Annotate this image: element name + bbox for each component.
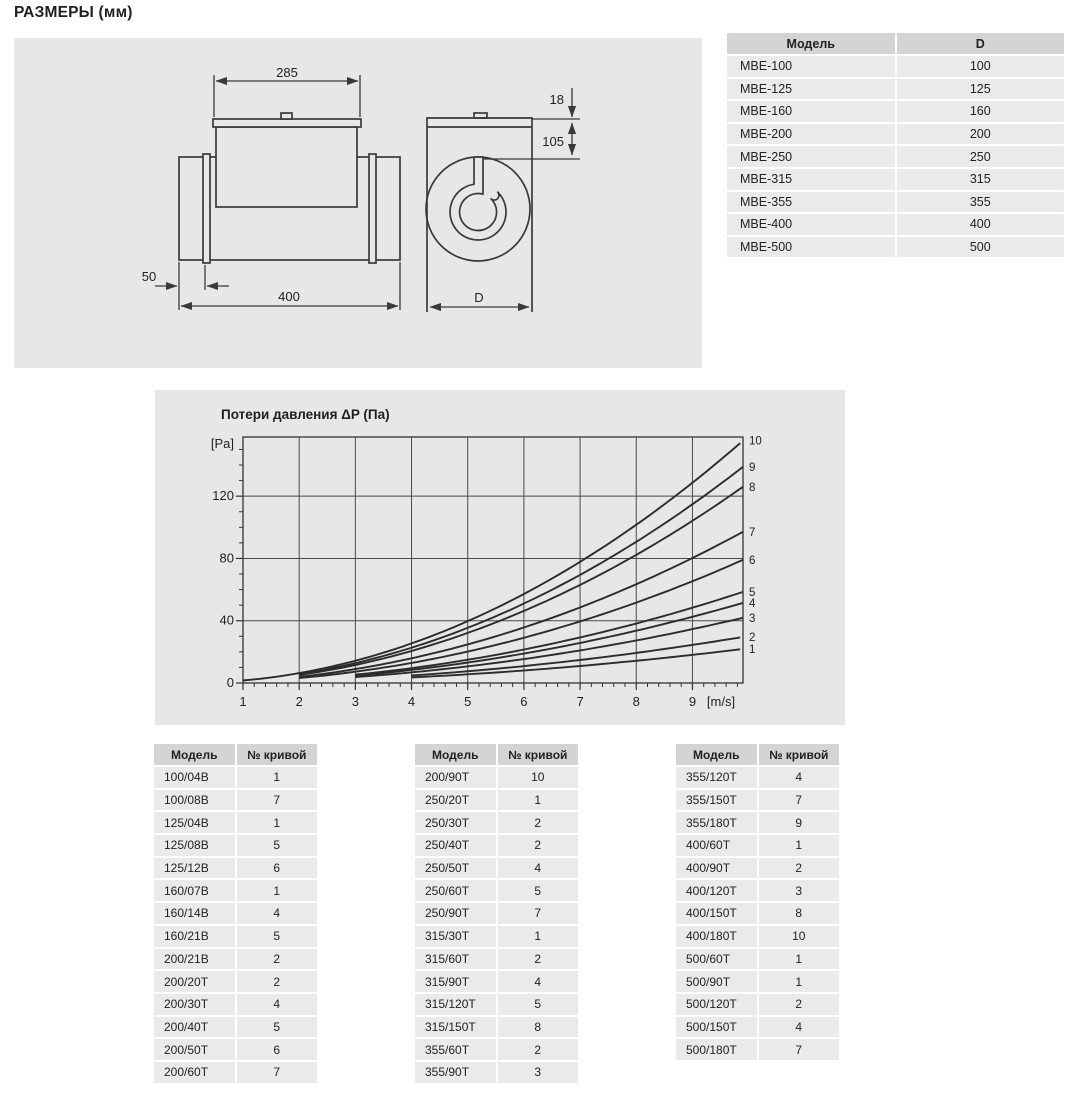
curve-number-label: 10 — [749, 435, 762, 448]
dim-label-400: 400 — [278, 289, 300, 304]
value-cell: 1 — [759, 835, 840, 856]
value-cell: 1 — [498, 926, 579, 947]
value-cell: 4 — [498, 971, 579, 992]
curve-table-2 — [413, 742, 580, 1085]
value-cell: 10 — [759, 926, 840, 947]
curve-number-label: 5 — [749, 586, 756, 599]
model-cell: 315/150Т — [415, 1017, 496, 1038]
table-row — [415, 903, 578, 924]
table-row — [676, 835, 839, 856]
table-row — [154, 835, 317, 856]
model-cell: 160/21В — [154, 926, 235, 947]
table-row — [154, 1039, 317, 1060]
model-cell: 200/60Т — [154, 1062, 235, 1083]
pressure-curve-10 — [243, 443, 740, 680]
model-cell: 315/120Т — [415, 994, 496, 1015]
curve-number-label: 9 — [749, 461, 756, 474]
value-cell: 2 — [498, 835, 579, 856]
value-cell: 6 — [237, 858, 318, 879]
model-cell: 125/04В — [154, 812, 235, 833]
table-row — [415, 971, 578, 992]
x-tick-label: 5 — [464, 694, 472, 709]
table-row — [727, 146, 1064, 167]
table-row — [727, 79, 1064, 100]
model-cell: 315/30Т — [415, 926, 496, 947]
table-row — [676, 903, 839, 924]
x-tick-label: 3 — [351, 694, 359, 709]
value-cell: 4 — [237, 994, 318, 1015]
model-cell: МВЕ-500 — [727, 237, 895, 258]
model-cell: 355/90Т — [415, 1062, 496, 1083]
value-cell: 2 — [498, 1039, 579, 1060]
table-row — [676, 971, 839, 992]
table-row — [676, 858, 839, 879]
value-cell: 5 — [498, 880, 579, 901]
y-tick-label: 40 — [219, 612, 234, 628]
table-row — [727, 101, 1064, 122]
value-cell: 2 — [759, 994, 840, 1015]
value-cell: 250 — [897, 146, 1065, 167]
model-cell: МВЕ-160 — [727, 101, 895, 122]
table-row — [154, 971, 317, 992]
column-header: № кривой — [237, 744, 318, 765]
value-cell: 7 — [237, 1062, 318, 1083]
model-cell: 355/180Т — [676, 812, 757, 833]
model-cell: 400/90Т — [676, 858, 757, 879]
heating-element — [450, 157, 506, 240]
table-row — [676, 949, 839, 970]
curve-table-3 — [674, 742, 841, 1062]
table-row — [415, 994, 578, 1015]
model-cell: 400/150Т — [676, 903, 757, 924]
value-cell: 355 — [897, 192, 1065, 213]
curve-number-label: 3 — [749, 612, 756, 625]
terminal-box-lid — [213, 119, 361, 127]
dim-label-D: D — [474, 290, 484, 305]
value-cell: 2 — [498, 949, 579, 970]
front-body-outline — [427, 118, 532, 312]
model-cell: 160/14В — [154, 903, 235, 924]
table-row — [727, 214, 1064, 235]
value-cell: 4 — [759, 767, 840, 788]
pressure-curve-9 — [299, 467, 743, 674]
table-row — [415, 880, 578, 901]
model-cell: 250/50Т — [415, 858, 496, 879]
value-cell: 400 — [897, 214, 1065, 235]
table-row — [154, 767, 317, 788]
table-row — [154, 790, 317, 811]
table-row — [415, 812, 578, 833]
value-cell: 1 — [237, 767, 318, 788]
model-cell: 200/90Т — [415, 767, 496, 788]
table-row — [415, 835, 578, 856]
dimensions-table — [725, 31, 1066, 259]
model-cell: МВЕ-315 — [727, 169, 895, 190]
flange-right — [369, 154, 376, 263]
pressure-loss-chart — [155, 390, 845, 725]
table-row — [727, 56, 1064, 77]
value-cell: 7 — [237, 790, 318, 811]
terminal-box — [216, 127, 357, 207]
dim-label-285: 285 — [276, 65, 298, 80]
value-cell: 1 — [759, 971, 840, 992]
table-row — [676, 1017, 839, 1038]
value-cell: 1 — [498, 790, 579, 811]
x-tick-label: 8 — [632, 694, 640, 709]
model-cell: 500/120Т — [676, 994, 757, 1015]
table-row — [676, 1039, 839, 1060]
table-row — [727, 237, 1064, 258]
value-cell: 8 — [498, 1017, 579, 1038]
column-header: D — [897, 33, 1065, 54]
pressure-loss-chart-panel — [155, 390, 845, 725]
value-cell: 4 — [759, 1017, 840, 1038]
model-cell: 500/180Т — [676, 1039, 757, 1060]
value-cell: 5 — [498, 994, 579, 1015]
value-cell: 2 — [237, 971, 318, 992]
table-row — [676, 926, 839, 947]
y-tick-label: 0 — [226, 675, 234, 690]
value-cell: 2 — [498, 812, 579, 833]
value-cell: 3 — [498, 1062, 579, 1083]
dim-label-18: 18 — [549, 92, 564, 107]
cable-gland — [281, 113, 292, 119]
value-cell: 1 — [237, 880, 318, 901]
table-row — [415, 926, 578, 947]
chart-title: Потери давления ΔP (Па) — [221, 407, 390, 422]
value-cell: 315 — [897, 169, 1065, 190]
model-cell: 125/08В — [154, 835, 235, 856]
dimensions-drawing-panel — [14, 38, 702, 368]
pressure-curve-4 — [355, 603, 743, 676]
value-cell: 2 — [759, 858, 840, 879]
model-cell: 355/150Т — [676, 790, 757, 811]
table-row — [727, 169, 1064, 190]
model-cell: 500/90Т — [676, 971, 757, 992]
model-cell: 355/60Т — [415, 1039, 496, 1060]
table-row — [676, 767, 839, 788]
value-cell: 1 — [759, 949, 840, 970]
model-cell: МВЕ-125 — [727, 79, 895, 100]
value-cell: 160 — [897, 101, 1065, 122]
model-cell: 100/08В — [154, 790, 235, 811]
value-cell: 5 — [237, 926, 318, 947]
x-tick-label: 6 — [520, 694, 528, 709]
column-header: № кривой — [759, 744, 840, 765]
model-cell: 250/20Т — [415, 790, 496, 811]
column-header: Модель — [154, 744, 235, 765]
value-cell: 500 — [897, 237, 1065, 258]
value-cell: 8 — [759, 903, 840, 924]
value-cell: 9 — [759, 812, 840, 833]
curve-table-1 — [152, 742, 319, 1085]
value-cell: 5 — [237, 1017, 318, 1038]
model-cell: 200/50Т — [154, 1039, 235, 1060]
table-row — [154, 903, 317, 924]
model-cell: МВЕ-200 — [727, 124, 895, 145]
model-cell: МВЕ-250 — [727, 146, 895, 167]
table-header-row — [154, 744, 317, 765]
y-tick-label: 120 — [212, 488, 234, 504]
column-header: Модель — [676, 744, 757, 765]
curve-number-label: 4 — [749, 597, 756, 610]
value-cell: 7 — [759, 1039, 840, 1060]
column-header: № кривой — [498, 744, 579, 765]
dim-label-105: 105 — [542, 134, 564, 149]
model-cell: 200/40Т — [154, 1017, 235, 1038]
x-tick-label: 2 — [295, 694, 303, 709]
table-row — [415, 949, 578, 970]
table-row — [415, 790, 578, 811]
table-row — [154, 926, 317, 947]
model-cell: 400/180Т — [676, 926, 757, 947]
page-title: РАЗМЕРЫ (мм) — [14, 4, 133, 21]
x-tick-label: 1 — [239, 694, 247, 709]
model-cell: МВЕ-400 — [727, 214, 895, 235]
model-cell: 250/60Т — [415, 880, 496, 901]
x-tick-label: 9 — [688, 694, 697, 709]
y-axis-unit-label: [Pa] — [210, 436, 234, 451]
model-cell: 160/07В — [154, 880, 235, 901]
table-row — [154, 858, 317, 879]
model-cell: 315/90Т — [415, 971, 496, 992]
table-row — [154, 1062, 317, 1083]
table-row — [415, 1017, 578, 1038]
table-row — [415, 858, 578, 879]
model-cell: 200/21В — [154, 949, 235, 970]
value-cell: 4 — [498, 858, 579, 879]
table-row — [415, 767, 578, 788]
value-cell: 7 — [759, 790, 840, 811]
model-cell: 250/90Т — [415, 903, 496, 924]
side-view-drawing — [179, 113, 400, 263]
value-cell: 1 — [237, 812, 318, 833]
curve-number-label: 6 — [749, 554, 756, 567]
x-tick-label: 4 — [407, 694, 416, 709]
column-header: Модель — [415, 744, 496, 765]
table-row — [415, 1039, 578, 1060]
value-cell: 100 — [897, 56, 1065, 77]
table-row — [727, 192, 1064, 213]
value-cell: 10 — [498, 767, 579, 788]
model-cell: 100/04В — [154, 767, 235, 788]
value-cell: 5 — [237, 835, 318, 856]
model-cell: 315/60Т — [415, 949, 496, 970]
model-cell: МВЕ-100 — [727, 56, 895, 77]
table-row — [676, 880, 839, 901]
model-cell: МВЕ-355 — [727, 192, 895, 213]
model-cell: 250/30Т — [415, 812, 496, 833]
table-row — [154, 880, 317, 901]
x-axis-unit-label: [m/s] — [706, 694, 736, 709]
value-cell: 4 — [237, 903, 318, 924]
dim-label-50: 50 — [141, 269, 157, 284]
value-cell: 2 — [237, 949, 318, 970]
curve-number-label: 2 — [749, 631, 756, 644]
model-cell: 200/30Т — [154, 994, 235, 1015]
table-row — [415, 1062, 578, 1083]
value-cell: 7 — [498, 903, 579, 924]
column-header: Модель — [727, 33, 895, 54]
value-cell: 200 — [897, 124, 1065, 145]
model-cell: 500/60Т — [676, 949, 757, 970]
table-row — [676, 790, 839, 811]
table-header-row — [415, 744, 578, 765]
table-row — [154, 994, 317, 1015]
model-cell: 400/120Т — [676, 880, 757, 901]
value-cell: 125 — [897, 79, 1065, 100]
curve-number-label: 1 — [749, 643, 756, 656]
dimension-drawing — [14, 38, 702, 368]
table-row — [154, 1017, 317, 1038]
table-row — [727, 124, 1064, 145]
table-row — [154, 949, 317, 970]
model-cell: 200/20Т — [154, 971, 235, 992]
table-row — [154, 812, 317, 833]
model-cell: 500/150Т — [676, 1017, 757, 1038]
model-cell: 400/60Т — [676, 835, 757, 856]
value-cell: 6 — [237, 1039, 318, 1060]
model-cell: 355/120Т — [676, 767, 757, 788]
x-tick-label: 7 — [576, 694, 584, 709]
y-tick-label: 80 — [219, 550, 234, 566]
table-header-row — [727, 33, 1064, 54]
table-row — [676, 994, 839, 1015]
value-cell: 3 — [759, 880, 840, 901]
front-view-drawing — [426, 113, 532, 312]
curve-number-label: 8 — [749, 481, 756, 494]
model-cell: 125/12В — [154, 858, 235, 879]
flange-left — [203, 154, 210, 263]
curve-number-label: 7 — [749, 526, 756, 539]
table-row — [676, 812, 839, 833]
table-header-row — [676, 744, 839, 765]
model-cell: 250/40Т — [415, 835, 496, 856]
